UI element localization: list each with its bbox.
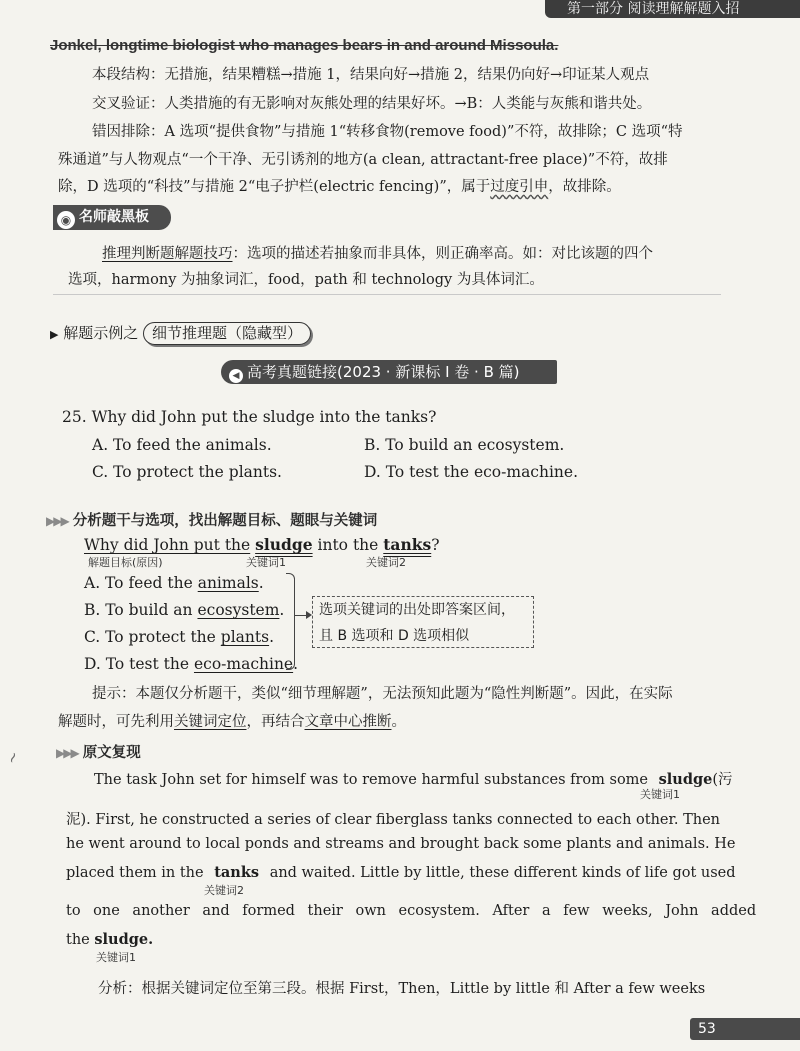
original-heading-row: ▶▶▶ 原文复现: [56, 745, 141, 761]
note-keyword1: 关键词1: [246, 556, 286, 569]
analysis-heading-row: ▶▶▶ 分析题干与选项，找出解题目标、题眼与关键词: [46, 513, 378, 529]
triple-arrow-icon: ▶▶▶: [46, 514, 68, 528]
final-analysis: 分析：根据关键词定位至第三段。根据 First，Then，Little by little 和 After a few weeks: [98, 981, 706, 997]
original-line4: placed them in the tanks and waited. Little by little, these different kinds of life got used: [66, 864, 736, 881]
page-number: 53: [690, 1018, 800, 1040]
teacher-tip-tag: ◉ 名师敲黑板: [53, 205, 171, 230]
cross-verify: 交叉验证：人类措施的有无影响对灰熊处理的结果好坏。→B：人类能与灰熊和谐共处。: [92, 96, 652, 112]
options-brace: [286, 573, 295, 670]
original-line2: 泥). First, he constructed a series of clear fiberglass tanks connected to each other. Then: [66, 812, 720, 828]
keyword-sludge: sludge: [255, 535, 313, 554]
answer-range-note: 选项关键词的出处即答案区间， 且 B 选项和 D 选项相似: [312, 596, 534, 648]
hint-line2: 解题时，可先利用关键词定位，再结合文章中心推断。: [58, 714, 406, 730]
keyword-tanks: tanks: [383, 535, 432, 554]
note-goal: 解题目标(原因): [88, 556, 163, 569]
note-kw1-a: 关键词1: [640, 788, 680, 801]
option-a: A. To feed the animals.: [92, 436, 272, 454]
option-b: B. To build an ecosystem.: [364, 436, 565, 454]
note-kw2: 关键词2: [204, 884, 244, 897]
margin-scrap: ~: [2, 748, 24, 767]
section-header-tab: 第一部分 阅读理解解题入招: [545, 0, 800, 18]
analyzed-option-d: D. To test the eco-machine.: [84, 655, 299, 673]
original-line1: The task John set for himself was to remove harmful substances from some sludge(污: [94, 771, 733, 788]
note-kw1-b: 关键词1: [96, 951, 136, 964]
tip-line2: 选项，harmony 为抽象词汇，food，path 和 technology 为具体词汇。: [68, 272, 544, 288]
tip-label: 推理判断题解题技巧: [102, 246, 233, 262]
megaphone-icon: ◉: [57, 211, 75, 229]
original-line6: the sludge.: [66, 931, 154, 948]
original-line5: to one another and formed their own ecosystem. After a few weeks, John added: [66, 903, 757, 919]
error-elimination-line2: 殊通道”与人物观点“一个干净、无引诱剂的地方(a clean, attractant-free place)”不符，故排: [58, 152, 668, 168]
overextension-term: 过度引申: [490, 179, 549, 195]
struck-text-line: Jonkel, longtime biologist who manages bears in and around Missoula.: [50, 37, 559, 54]
paragraph-structure: 本段结构：无措施，结果糟糕→措施 1，结果向好→措施 2，结果仍向好→印证某人观点: [92, 67, 650, 83]
note-keyword2: 关键词2: [366, 556, 406, 569]
original-line3: he went around to local ponds and streams and brought back some plants and animals. He: [66, 836, 736, 852]
question-stem: 25. Why did John put the sludge into the tanks?: [62, 408, 437, 426]
tip-line1: 推理判断题解题技巧：选项的描述若抽象而非具体，则正确率高。如：对比该题的四个: [102, 246, 653, 262]
example-label-row: ▶ 解题示例之 细节推理题（隐藏型）: [50, 322, 311, 345]
error-elimination-line1: 错因排除：A 选项“提供食物”与措施 1“转移食物(remove food)”不符，故排除；C 选项“特: [92, 124, 683, 140]
navigation-icon: ◀: [229, 369, 243, 383]
question-type-badge: 细节推理题（隐藏型）: [143, 322, 311, 345]
exam-source-banner: ◀ 高考真题链接(2023 · 新课标 Ⅰ 卷 · B 篇): [221, 360, 557, 384]
triple-arrow-icon: ▶▶▶: [56, 746, 78, 760]
analyzed-option-a: A. To feed the animals.: [84, 574, 264, 592]
error-elimination-line3: 除，D 选项的“科技”与措施 2“电子护栏(electric fencing)”，属于过度引申，故排除。: [58, 179, 621, 195]
option-c: C. To protect the plants.: [92, 463, 282, 481]
hint-line1: 提示：本题仅分析题干，类似“细节理解题”，无法预知此题为“隐性判断题”。因此，在实际: [92, 686, 673, 702]
analyzed-stem: Why did John put the sludge into the tanks?: [84, 535, 440, 554]
analyzed-option-b: B. To build an ecosystem.: [84, 601, 285, 619]
option-d: D. To test the eco-machine.: [364, 463, 579, 481]
brace-arrow: [294, 615, 310, 616]
analyzed-option-c: C. To protect the plants.: [84, 628, 275, 646]
play-arrow-icon: ▶: [50, 328, 59, 341]
